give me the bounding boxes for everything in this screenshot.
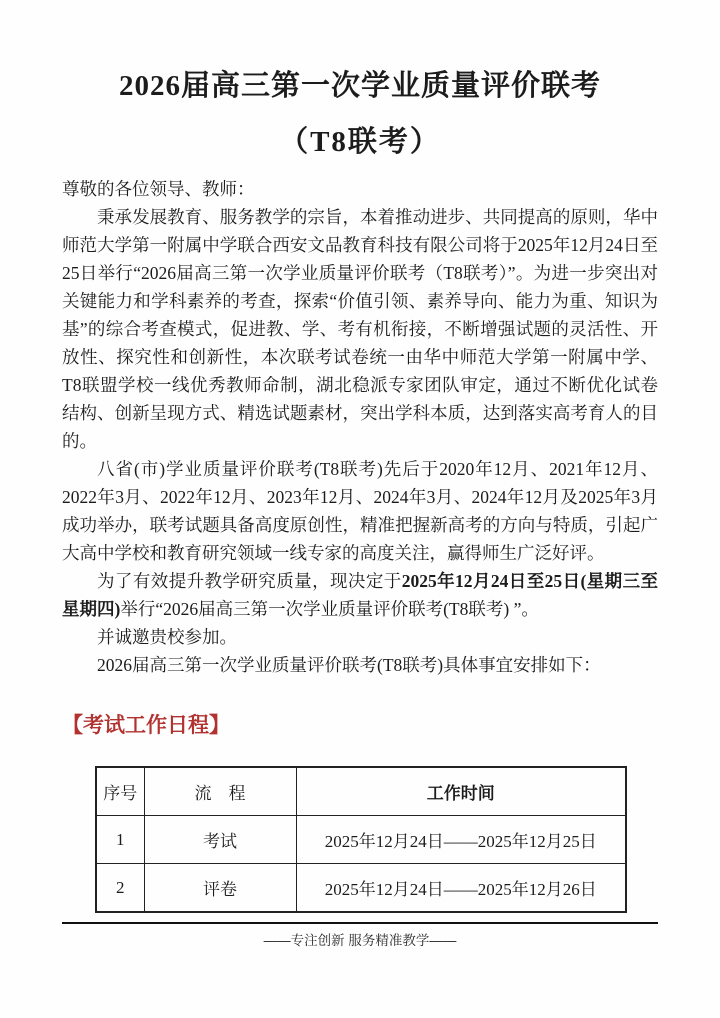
section-heading-exam-schedule: 【考试工作日程】 <box>62 713 230 737</box>
page-title: 2026届高三第一次学业质量评价联考 <box>118 70 601 102</box>
footer-text: ——专注创新 服务精准教学—— <box>263 933 457 948</box>
table-header-flow: 流 程 <box>144 767 296 816</box>
paragraph-3-bold-dates: 2025年12月24日至25日(星期三至星期四) <box>62 571 659 619</box>
paragraph-4: 并诚邀贵校参加。 <box>97 627 237 647</box>
paragraph-3 <box>62 567 658 623</box>
table-header-no: 序号 <box>96 767 144 816</box>
table-cell-no: 2 <box>96 864 144 913</box>
table-header-row <box>96 767 626 816</box>
paragraph-3-pre: 为了有效提升教学研究质量，现决定于 <box>97 571 402 591</box>
table-cell-flow: 考试 <box>144 816 296 864</box>
paragraph-3-post: 举行“2026届高三第一次学业质量评价联考(T8联考) ”。 <box>120 599 539 619</box>
table-cell-time: 2025年12月24日——2025年12月26日 <box>296 864 626 913</box>
page-subtitle: （T8联考） <box>279 126 441 158</box>
paragraph-1: 秉承发展教育、服务教学的宗旨，本着推动进步、共同提高的原则，华中师范大学第一附属中学联合西安文品教育科技有限公司将于2025年12月24日至25日举行“2026届高三第一次学业质量评价联考（T8联考）”。为进一步突出对关键能力和学科素养的考查，探索“价值引领、素养导向、能力为重、知识为基”的综合考查模式，促进教、学、考有机衔接，不断增强试题的灵活性、开放性、探究性和创新性，本次联考试卷统一由华中师范大学第一附属中学、T8联盟学校一线优秀教师命制，湖北稳派专家团队审定，通过不断优化试卷结构、创新呈现方式、精选试题素材，突出学科本质，达到落实高考育人的目的。 <box>62 207 658 451</box>
table-cell-no: 1 <box>96 816 144 864</box>
table-cell-flow: 评卷 <box>144 864 296 913</box>
table-row <box>96 816 626 864</box>
salutation: 尊敬的各位领导、教师： <box>62 179 255 199</box>
footer-divider <box>62 922 658 924</box>
schedule-table <box>95 766 627 913</box>
paragraph-5: 2026届高三第一次学业质量评价联考(T8联考)具体事宜安排如下： <box>97 655 601 675</box>
table-header-time: 工作时间 <box>296 767 626 816</box>
table-row <box>96 864 626 913</box>
table-cell-time: 2025年12月24日——2025年12月25日 <box>296 816 626 864</box>
paragraph-2: 八省(市)学业质量评价联考(T8联考)先后于2020年12月、2021年12月、2022年3月、2022年12月、2023年12月、2024年3月、2024年12月及2025年3月成功举办，联考试题具备高度原创性，精准把握新高考的方向与特质，引起广大高中学校和教育研究领域一线专家的高度关注，赢得师生广泛好评。 <box>62 459 658 563</box>
